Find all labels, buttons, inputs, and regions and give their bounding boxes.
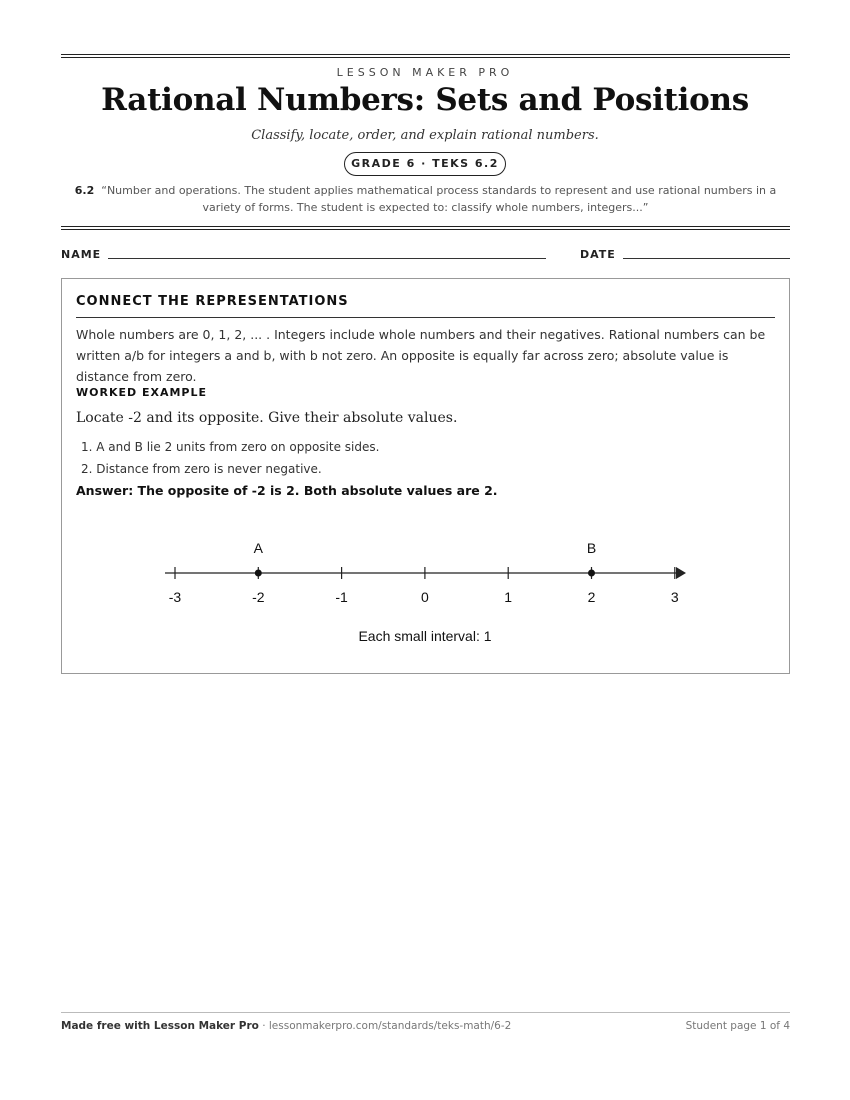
step-item: 2. Distance from zero is never negative. — [81, 462, 322, 476]
point-a-label: A — [253, 540, 263, 556]
name-label: NAME — [61, 248, 102, 261]
page-subtitle: Classify, locate, order, and explain rational numbers. — [251, 128, 599, 143]
point-b-label: B — [586, 540, 597, 556]
grade-badge: GRADE 6 · TEKS 6.2 — [344, 152, 506, 176]
standard-code: 6.2 — [74, 184, 95, 197]
header-bottom-rule — [61, 226, 790, 230]
arrow-right-icon — [676, 567, 686, 579]
worked-example-answer: Answer: The opposite of -2 is 2. Both absolute values are 2. — [76, 483, 498, 498]
date-field[interactable] — [623, 258, 790, 259]
date-label: DATE — [580, 248, 616, 261]
footer-rule — [61, 1012, 790, 1013]
standard-description — [61, 182, 790, 216]
panel-body-text: Whole numbers are 0, 1, 2, ... . Integers include whole numbers and their negatives. Rational numbers can be written a/b for integers a and b, with b not zero. An opposite is equally far across zero; absolute value is distance from zero. — [76, 327, 766, 384]
tick-label: -2 — [252, 589, 265, 605]
footer-credit — [61, 1020, 511, 1032]
point-b-marker — [588, 570, 595, 577]
tick-label: 0 — [421, 589, 429, 605]
standard-text: “Number and operations. The student applies mathematical process standards to represent and use rational numbers in a variety of forms. The student is expected to: classify whole numbers, integers...” — [101, 184, 777, 214]
page-title: Rational Numbers: Sets and Positions — [101, 82, 749, 118]
worked-example-label: WORKED EXAMPLE — [76, 386, 207, 399]
panel-heading-rule — [76, 317, 775, 318]
footer-page-number: Student page 1 of 4 — [685, 1020, 790, 1032]
worked-example-steps — [81, 436, 379, 480]
tick-label: 2 — [587, 589, 596, 605]
name-field[interactable] — [108, 258, 546, 259]
point-a-marker — [255, 570, 262, 577]
number-line-caption: Each small interval: 1 — [358, 628, 492, 644]
step-item: 1. A and B lie 2 units from zero on opposite sides. — [81, 440, 380, 454]
footer-url: · lessonmakerpro.com/standards/teks-math/6-2 — [258, 1020, 512, 1032]
footer-made-with: Made free with Lesson Maker Pro — [61, 1020, 259, 1032]
tick-label: 3 — [670, 589, 679, 605]
brand-name: LESSON MAKER PRO — [336, 66, 514, 79]
number-line — [140, 530, 710, 650]
tick-label: -1 — [335, 589, 348, 605]
panel-heading: CONNECT THE REPRESENTATIONS — [76, 294, 349, 309]
worked-example-problem: Locate -2 and its opposite. Give their absolute values. — [76, 410, 458, 426]
header-top-rule — [61, 54, 790, 58]
tick-label: -3 — [168, 589, 182, 605]
tick-label: 1 — [504, 589, 513, 605]
